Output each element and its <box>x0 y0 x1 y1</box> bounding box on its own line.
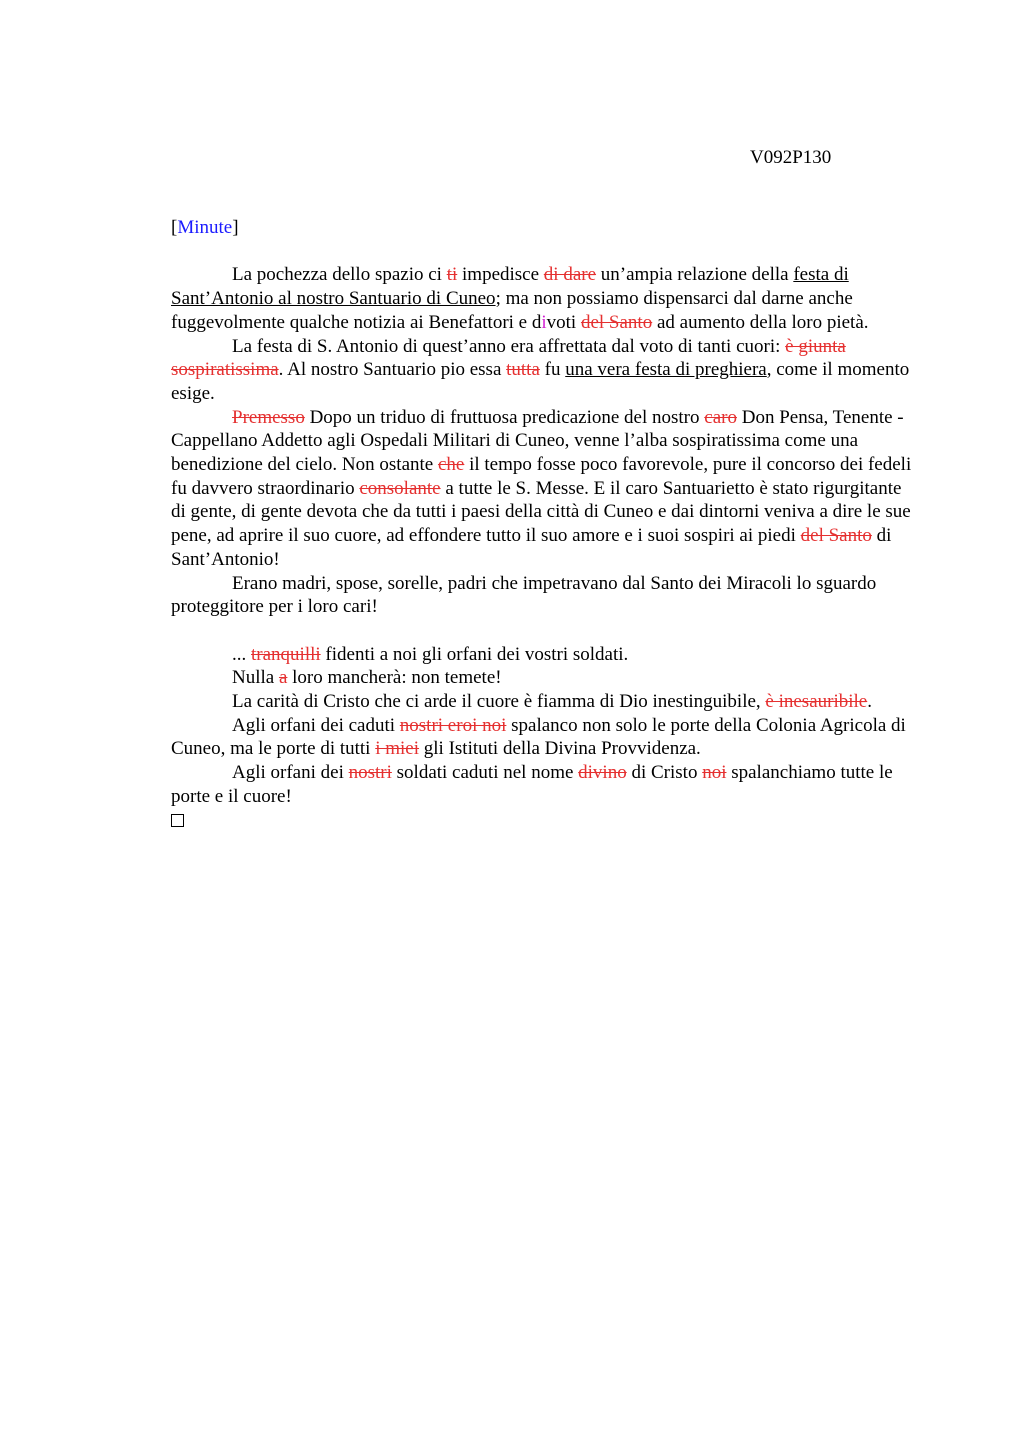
paragraph-3: Premesso Dopo un triduo di fruttuosa predicazione del nostro caro Don Pensa, Tenente - Cappellano Addetto agli Ospedali Militari di Cuneo, venne l’alba sospiratissima come una benedizione del cielo. Non ostante che il tempo fosse poco favorevole, pure il concorso dei fedeli fu davvero straordinario consolante a tutte le S. Messe. E il caro Santuarietto è stato rigurgitante di gente, di gente devota che da tutti i paesi della città di Cuneo e dai dintorni veniva a dire le sue pene, ad aprire il suo cuore, ad effondere tutto il suo amore e i suoi sospiri ai piedi del Santo di Sant’Antonio! <box>171 406 912 570</box>
paragraph-6: Nulla a loro mancherà: non temete! <box>232 667 502 689</box>
underlined-text: una vera festa di preghiera <box>565 359 767 381</box>
deletion: che <box>437 454 465 476</box>
deletion: Premesso <box>232 406 305 428</box>
section-header <box>171 216 919 240</box>
header-label: Minute <box>177 217 233 238</box>
paragraph-5: ... tranquilli fidenti a noi gli orfani dei vostri soldati. <box>232 643 629 665</box>
deletion: caro <box>704 406 737 428</box>
deletion: noi <box>702 762 727 784</box>
deletion: tranquilli <box>251 643 321 665</box>
deletion: nostri <box>348 762 392 784</box>
deletion: tutta <box>506 359 540 381</box>
paragraph-gap <box>171 619 919 643</box>
paragraph-2: La festa di S. Antonio di quest’anno era affrettata dal voto di tanti cuori: è giunta sospiratissima. Al nostro Santuario pio essa tutta fu una vera festa di preghiera, come il momento esige. <box>171 335 910 404</box>
deletion: i miei <box>375 738 420 760</box>
deletion: nostri eroi noi <box>399 714 507 736</box>
deletion: è inesauribile <box>765 691 868 713</box>
paragraph-7: La carità di Cristo che ci arde il cuore è fiamma di Dio inestinguibile, è inesauribile. <box>232 691 872 713</box>
paragraph-9: Agli orfani dei nostri soldati caduti nel nome divino di Cristo noi spalanchiamo tutte le porte e il cuore! <box>171 762 893 807</box>
insertion: i <box>541 311 547 333</box>
paragraph-8: Agli orfani dei caduti nostri eroi noi spalanco non solo le porte della Colonia Agricola di Cuneo, ma le porte di tutti i miei gli Istituti della Divina Provvidenza. <box>171 714 906 760</box>
deletion: consolante <box>359 477 441 499</box>
deletion: è giunta sospiratissima <box>171 335 846 381</box>
deletion: a <box>278 667 288 689</box>
underlined-text: festa di Sant’Antonio al nostro Santuario di Cuneo <box>171 264 849 310</box>
deletion: del Santo <box>800 525 872 547</box>
checkbox-icon <box>171 814 184 827</box>
deletion: di dare <box>543 264 597 286</box>
page-id: V092P130 <box>750 147 832 168</box>
document-body <box>171 216 919 827</box>
paragraph-4: Erano madri, spose, sorelle, padri che impetravano dal Santo dei Miracoli lo sguardo proteggitore per i loro cari! <box>171 572 877 618</box>
header-bracket-open: [ <box>171 217 178 238</box>
deletion: ti <box>446 264 458 286</box>
paragraph-1: La pochezza dello spazio ci ti impedisce di dare un’ampia relazione della festa di Sant’Antonio al nostro Santuario di Cuneo; ma non possiamo dispensarci dal darne anche fuggevolmente qualche notizia ai Benefattori e divoti del Santo ad aumento della loro pietà. <box>171 264 869 333</box>
header-bracket-close: ] <box>232 217 239 238</box>
deletion: del Santo <box>580 311 653 333</box>
deletion: divino <box>578 762 627 784</box>
